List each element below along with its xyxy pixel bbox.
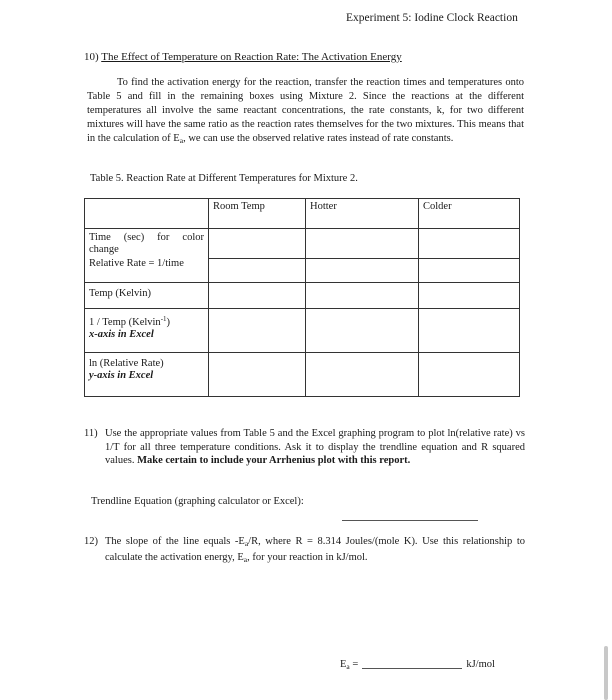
ea-unit: kJ/mol <box>466 659 495 670</box>
cell-time-hotter[interactable] <box>306 229 419 259</box>
intro-text-2: , we can use the observed relative rates instead of rate constants. <box>183 133 454 144</box>
ea-answer-blank[interactable] <box>362 668 462 669</box>
intro-paragraph <box>87 76 524 148</box>
activation-energy-answer <box>340 659 495 671</box>
question-12-text: The slope of the line equals $-E_a/R$, where R = 8.314 Joules/(mole K). Use this relationship to calculate the activation energy, $E_a$, for your reaction in kJ/mol. <box>105 536 525 564</box>
cell-ln-colder[interactable] <box>419 352 520 396</box>
row-label-rate: Relative Rate = 1/time <box>85 258 209 282</box>
cell-inv-room[interactable] <box>209 308 306 352</box>
header-cell-room-temp: Room Temp <box>209 199 306 229</box>
ea-label: E <box>340 659 347 670</box>
y-axis-note: y-axis in Excel <box>89 369 154 381</box>
intro-subscript: a <box>179 136 184 145</box>
header-cell-hotter: Hotter <box>306 199 419 229</box>
cell-temp-room[interactable] <box>209 282 306 308</box>
cell-temp-colder[interactable] <box>419 282 520 308</box>
row-label-time: Time (sec) for color change <box>85 229 209 259</box>
section-heading: The Effect of Temperature on Reaction Rate: The Activation Energy <box>101 51 402 63</box>
section-title <box>84 51 402 63</box>
question-12 <box>84 535 525 566</box>
table-header-row <box>85 199 520 229</box>
table-row <box>85 282 520 308</box>
row-label-inverse-temp: 1 / Temp (Kelvin$^{-1}$) x-axis in Excel <box>85 308 209 352</box>
question-11-number: 11) <box>84 428 98 439</box>
cell-inv-hotter[interactable] <box>306 308 419 352</box>
intro-text-1: To find the activation energy for the reaction, transfer the reaction times and temperatures onto Table 5 and fill in the remaining boxes using Mixture 2. Since the reactions at the different temperatures all involve the same reactant concentrations, the rate constants, k, for two different mixtures will have the same ratio as the reaction rates themselves for the two mixtures. This means that in the calculation of E <box>87 77 524 144</box>
trendline-label: Trendline Equation (graphing calculator or Excel): <box>91 496 304 507</box>
question-12-number: 12) <box>84 536 98 547</box>
x-axis-note: x-axis in Excel <box>89 328 154 340</box>
row-label-ln-rate: ln (Relative Rate) y-axis in Excel <box>85 352 209 396</box>
header-cell-colder: Colder <box>419 199 520 229</box>
cell-rate-colder[interactable] <box>419 258 520 282</box>
cell-inv-colder[interactable] <box>419 308 520 352</box>
cell-ln-room[interactable] <box>209 352 306 396</box>
table-5 <box>84 198 520 397</box>
cell-rate-room[interactable] <box>209 258 306 282</box>
table-caption: Table 5. Reaction Rate at Different Temperatures for Mixture 2. <box>90 173 358 184</box>
table-row <box>85 308 520 352</box>
page-header: Experiment 5: Iodine Clock Reaction <box>346 12 518 24</box>
table-row <box>85 229 520 259</box>
table-row <box>85 352 520 396</box>
cell-temp-hotter[interactable] <box>306 282 419 308</box>
row-label-temp: Temp (Kelvin) <box>85 282 209 308</box>
cell-ln-hotter[interactable] <box>306 352 419 396</box>
cell-rate-hotter[interactable] <box>306 258 419 282</box>
table-row <box>85 258 520 282</box>
question-11-bold: Make certain to include your Arrhenius plot with this report. <box>137 455 411 466</box>
ea-equals: = <box>349 659 359 670</box>
cell-time-room[interactable] <box>209 229 306 259</box>
trendline-answer-blank[interactable] <box>342 520 478 521</box>
question-11-text: Use the appropriate values from Table 5 and the Excel graphing program to plot ln(relative rate) vs 1/T for all three temperature conditions. Ask it to display the trendline equation and R squared values. Make certain to include your Arrhenius plot with this report. <box>105 428 525 466</box>
section-number: 10) <box>84 51 99 63</box>
cell-time-colder[interactable] <box>419 229 520 259</box>
scrollbar-thumb[interactable] <box>604 646 608 700</box>
ea-label-sub: a <box>346 662 350 671</box>
header-cell-empty <box>85 199 209 229</box>
question-11 <box>84 427 525 468</box>
